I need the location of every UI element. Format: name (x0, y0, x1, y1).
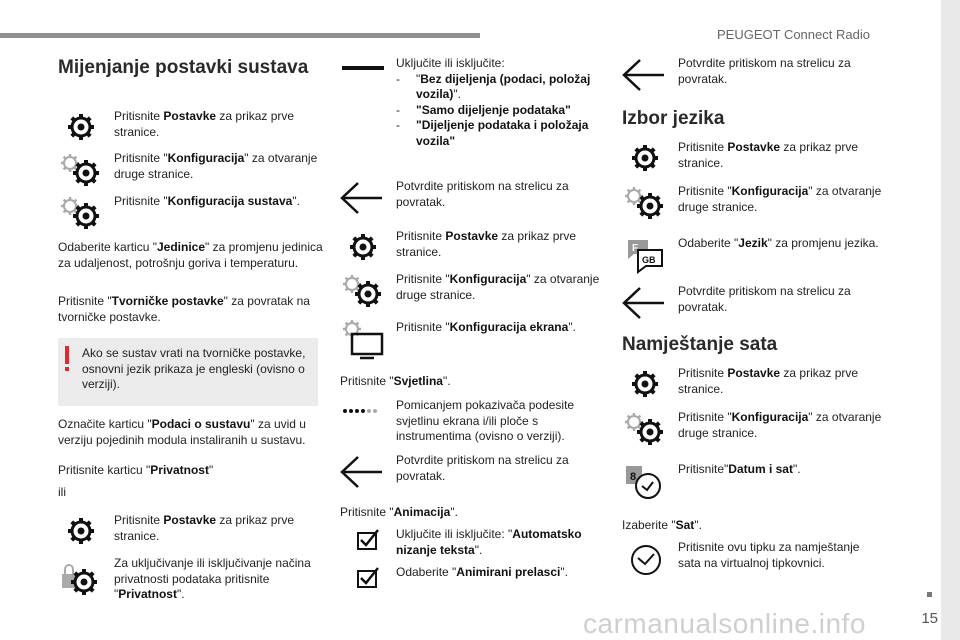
screen-config-icon (340, 320, 386, 360)
gear-icon (340, 229, 386, 269)
svg-text:8: 8 (630, 471, 637, 483)
section-title-clock: Namještanje sata (622, 334, 778, 355)
paragraph-privacy-tab: Pritisnite karticu "Privatnost" (58, 463, 214, 477)
privacy-lock-icon (58, 556, 104, 596)
paragraph-brightness: Pritisnite "Svjetlina". (340, 374, 451, 388)
paragraph-units: Odaberite karticu "Jedinice" za promjenu jedinica za udaljenost, potrošnju goriva i temperaturu. (58, 240, 323, 270)
menu-bar-icon (340, 56, 386, 96)
back-arrow-icon (340, 179, 386, 219)
watermark: carmanualsonline.info (583, 608, 866, 639)
back-arrow-icon (622, 284, 668, 324)
language-icon (622, 236, 668, 276)
double-gear-icon (58, 194, 104, 234)
header-title: PEUGEOT Connect Radio (717, 27, 870, 42)
gear-icon (622, 366, 668, 406)
paragraph-factory-reset: Pritisnite "Tvorničke postavke" za povratak na tvorničke postavke. (58, 294, 310, 324)
gear-icon (622, 140, 668, 180)
back-arrow-icon (622, 56, 668, 96)
calendar-clock-icon (622, 462, 668, 502)
svg-text:F: F (632, 243, 639, 254)
option-data-position: - "Dijeljenje podataka i položaja vozila" (396, 118, 592, 149)
double-gear-icon (340, 272, 386, 312)
paragraph-animation: Pritisnite "Animacija". (340, 505, 458, 519)
warning-note: Ako se sustav vrati na tvorničke postavke, osnovni jezik prikaza je engleski (ovisno o verziji). (58, 338, 318, 406)
top-bar (0, 33, 480, 38)
gear-icon (58, 109, 104, 149)
exclamation-icon (64, 346, 70, 372)
page-number: 15 (921, 610, 938, 627)
clock-icon (622, 540, 668, 580)
section-title-system-settings: Mijenjanje postavki sustava (58, 57, 309, 78)
double-gear-icon (58, 151, 104, 191)
checkbox-checked-icon (340, 527, 386, 567)
double-gear-icon (622, 184, 668, 224)
section-title-language: Izbor jezika (622, 108, 725, 129)
option-no-sharing: - "Bez dijeljenja (podaci, položaj vozila)". (396, 72, 592, 103)
page-dot (927, 592, 932, 597)
side-strip (941, 0, 960, 640)
paragraph-system-info: Označite karticu "Podaci o sustavu" za uvid u verziju pojedinih modula instaliranih u sustavu. (58, 417, 306, 447)
double-gear-icon (622, 410, 668, 450)
option-data-only: - "Samo dijeljenje podataka" (396, 103, 592, 119)
paragraph-or: ili (58, 485, 66, 499)
brightness-slider-icon (340, 398, 386, 438)
back-arrow-icon (340, 453, 386, 493)
gear-icon (58, 513, 104, 553)
paragraph-select-hour: Izaberite "Sat". (622, 518, 702, 532)
checkbox-checked-icon (340, 565, 386, 605)
svg-text:GB: GB (642, 255, 656, 265)
